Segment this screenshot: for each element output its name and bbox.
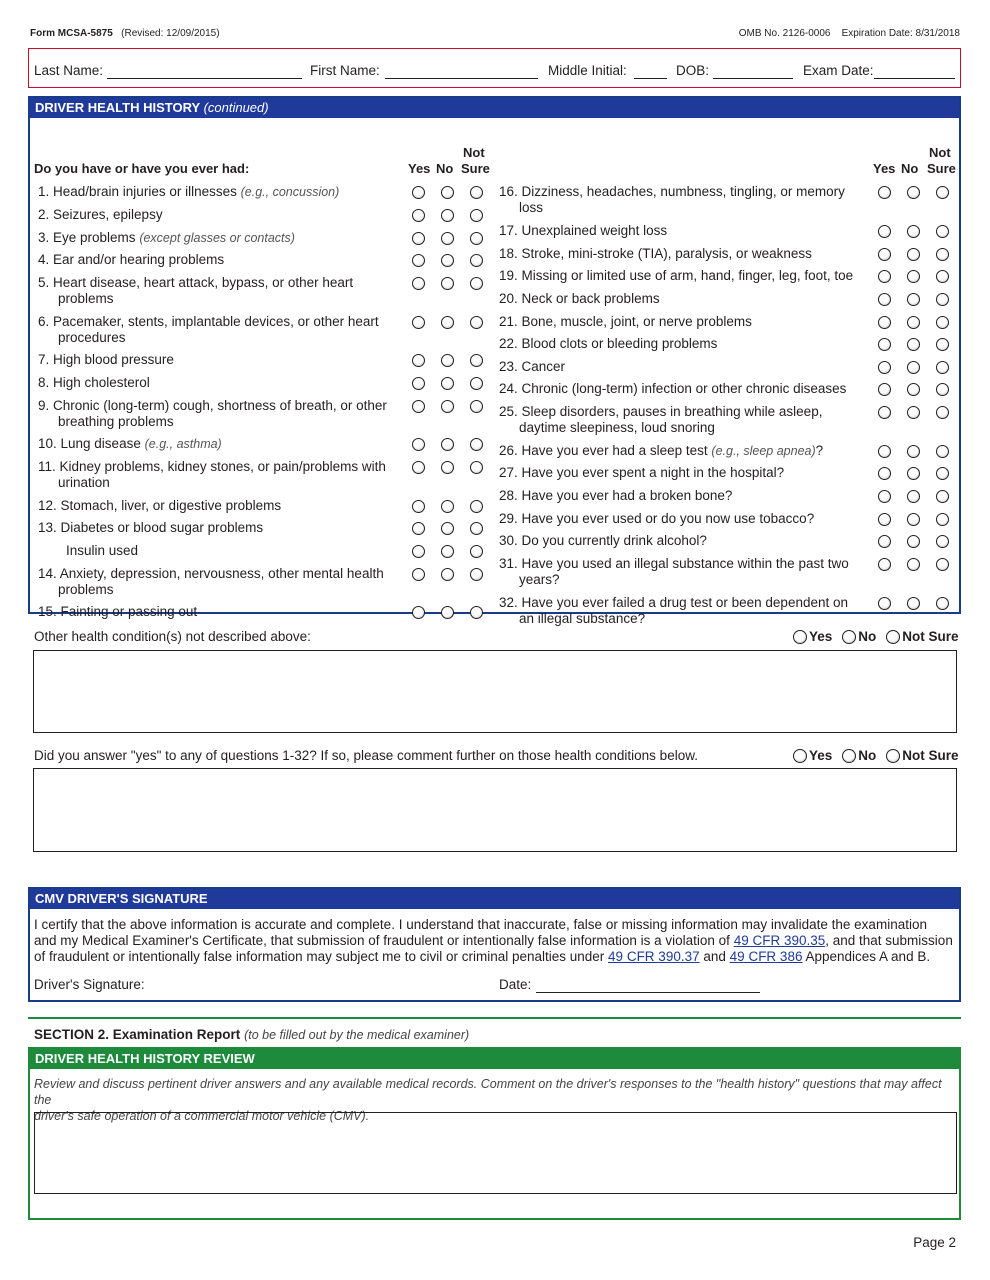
signature-panel [28,887,961,1002]
right-q3-not-sure-radio[interactable] [936,248,949,261]
right-col-not: Not [929,145,951,160]
revised-date: (Revised: 12/09/2015) [121,28,220,39]
left-q9-yes-radio[interactable] [412,400,425,413]
left-col-not: Not [463,145,485,160]
last-name-field[interactable] [107,78,302,79]
left-q5-not-sure-radio[interactable] [470,277,483,290]
right-q16-yes-radio[interactable] [878,558,891,571]
left-q3-not-sure-radio[interactable] [470,232,483,245]
left-q8-yes-radio[interactable] [412,377,425,390]
right-q3-no-radio[interactable] [907,248,920,261]
left-q9-no-radio[interactable] [441,400,454,413]
left-q16-yes-radio[interactable] [412,606,425,619]
right-q5-no-radio[interactable] [907,293,920,306]
right-q8-not-sure-radio[interactable] [936,361,949,374]
left-question-1: 1. Head/brain injuries or illnesses (e.g., concussion) [38,184,340,199]
left-question-8: 8. High cholesterol [38,375,150,390]
left-q11-no-radio[interactable] [441,461,454,474]
left-col-sure: Sure [461,161,490,176]
right-q2-not-sure-radio[interactable] [936,225,949,238]
right-q1-not-sure-radio[interactable] [936,186,949,199]
left-q13-not-sure-radio[interactable] [470,522,483,535]
right-q1-no-radio[interactable] [907,186,920,199]
left-q2-no-radio[interactable] [441,209,454,222]
right-col-sure: Sure [927,161,956,176]
driver-identity-box [28,48,961,88]
right-q1-yes-radio[interactable] [878,186,891,199]
left-question-9: 9. Chronic (long-term) cough, shortness of breath, or other breathing problems [38,398,387,429]
right-q2-yes-radio[interactable] [878,225,891,238]
left-q16-not-sure-radio[interactable] [470,606,483,619]
left-question-12: 12. Stomach, liver, or digestive problems [38,498,282,513]
other-conditions-label: Other health condition(s) not described above: [34,629,311,644]
right-q15-no-radio[interactable] [907,535,920,548]
right-q15-not-sure-radio[interactable] [936,535,949,548]
left-q2-not-sure-radio[interactable] [470,209,483,222]
signature-date-label: Date: [499,977,532,992]
left-question-7: 7. High blood pressure [38,352,174,367]
right-q7-no-radio[interactable] [907,338,920,351]
comment-not-sure-radio[interactable] [886,749,900,763]
right-q17-yes-radio[interactable] [878,597,891,610]
right-question-6: 21. Bone, muscle, joint, or nerve problems [499,314,752,329]
dob-field[interactable] [713,78,793,79]
right-q11-not-sure-radio[interactable] [936,445,949,458]
left-question-15: 14. Anxiety, depression, nervousness, other mental health problems [38,566,384,597]
comment-yes-radio[interactable] [793,749,807,763]
right-question-16: 31. Have you used an illegal substance within the past two years? [499,556,849,587]
other-not-sure-radio[interactable] [886,630,900,644]
last-name-label: Last Name: [34,63,104,78]
left-q16-no-radio[interactable] [441,606,454,619]
certification-text: I certify that the above information is accurate and complete. I understand that inaccurate, false or missing information may invalidate the examination and my Medical Examiner's Certificate, that submission of fraudulent or intentionally false information is a violation of 49 CFR 390.35, and that submission of fraudulent or intentionally false information may subject me to civil or criminal penalties under 49 CFR 390.37 and 49 CFR 386 Appendices A and B. [34,917,953,964]
left-q11-not-sure-radio[interactable] [470,461,483,474]
first-name-field[interactable] [385,78,538,79]
right-question-13: 28. Have you ever had a broken bone? [499,488,733,503]
cfr-390-35-link[interactable]: 49 CFR 390.35 [733,933,826,948]
left-question-14: Insulin used [66,543,139,558]
first-name-label: First Name: [310,63,380,78]
middle-initial-field[interactable] [634,78,667,79]
right-q6-yes-radio[interactable] [878,316,891,329]
right-q10-not-sure-radio[interactable] [936,406,949,419]
right-q17-not-sure-radio[interactable] [936,597,949,610]
right-q13-no-radio[interactable] [907,490,920,503]
right-q9-yes-radio[interactable] [878,383,891,396]
exam-date-label: Exam Date: [803,63,874,78]
left-q14-no-radio[interactable] [441,545,454,558]
yes-comment-textbox[interactable] [33,768,957,852]
right-q14-not-sure-radio[interactable] [936,513,949,526]
left-q6-yes-radio[interactable] [412,316,425,329]
left-q5-no-radio[interactable] [441,277,454,290]
cfr-386-link[interactable]: 49 CFR 386 [729,949,803,964]
other-conditions-options: Yes No Not Sure [793,629,959,644]
left-q12-no-radio[interactable] [441,500,454,513]
left-q3-no-radio[interactable] [441,232,454,245]
left-q15-yes-radio[interactable] [412,568,425,581]
left-q14-yes-radio[interactable] [412,545,425,558]
left-q2-yes-radio[interactable] [412,209,425,222]
right-q4-yes-radio[interactable] [878,270,891,283]
left-q4-no-radio[interactable] [441,254,454,267]
right-q12-not-sure-radio[interactable] [936,467,949,480]
left-col-yes: Yes [408,161,431,176]
left-q8-no-radio[interactable] [441,377,454,390]
review-instructions: Review and discuss pertinent driver answers and any available medical records. Comment on the driver's responses to the "health history" questions that may affect the driver's safe operation of a commercial motor vehicle (CMV). [34,1077,942,1123]
right-question-12: 27. Have you ever spent a night in the hospital? [499,465,785,480]
right-q13-not-sure-radio[interactable] [936,490,949,503]
form-id: Form MCSA-5875 [30,28,113,39]
right-q7-not-sure-radio[interactable] [936,338,949,351]
left-q3-yes-radio[interactable] [412,232,425,245]
right-col-no: No [901,161,919,176]
left-question-3: 3. Eye problems (except glasses or contacts) [38,230,295,245]
right-q9-no-radio[interactable] [907,383,920,396]
right-q17-no-radio[interactable] [907,597,920,610]
signature-title: CMV DRIVER'S SIGNATURE [30,889,959,909]
left-q12-yes-radio[interactable] [412,500,425,513]
right-q11-yes-radio[interactable] [878,445,891,458]
left-question-10: 10. Lung disease (e.g., asthma) [38,436,222,451]
right-q5-not-sure-radio[interactable] [936,293,949,306]
health-history-review-panel [28,1047,961,1220]
right-q4-not-sure-radio[interactable] [936,270,949,283]
left-question-4: 4. Ear and/or hearing problems [38,252,225,267]
left-q7-not-sure-radio[interactable] [470,354,483,367]
right-question-9: 24. Chronic (long-term) infection or other chronic diseases [499,381,847,396]
left-question-16: 15. Fainting or passing out [38,604,198,619]
left-q4-not-sure-radio[interactable] [470,254,483,267]
right-q12-yes-radio[interactable] [878,467,891,480]
left-q7-no-radio[interactable] [441,354,454,367]
right-question-4: 19. Missing or limited use of arm, hand, finger, leg, foot, toe [499,268,854,283]
comment-no-radio[interactable] [842,749,856,763]
other-yes-radio[interactable] [793,630,807,644]
other-no-radio[interactable] [842,630,856,644]
right-q6-no-radio[interactable] [907,316,920,329]
left-question-13: 13. Diabetes or blood sugar problems [38,520,264,535]
right-question-11: 26. Have you ever had a sleep test (e.g., sleep apnea)? [499,443,824,458]
page-number: Page 2 [913,1235,956,1250]
left-q14-not-sure-radio[interactable] [470,545,483,558]
left-q4-yes-radio[interactable] [412,254,425,267]
right-q6-not-sure-radio[interactable] [936,316,949,329]
right-q4-no-radio[interactable] [907,270,920,283]
right-q14-yes-radio[interactable] [878,513,891,526]
dob-label: DOB: [676,63,710,78]
questions-prompt: Do you have or have you ever had: [34,161,250,176]
right-q16-no-radio[interactable] [907,558,920,571]
right-q15-yes-radio[interactable] [878,535,891,548]
right-q10-no-radio[interactable] [907,406,920,419]
right-q12-no-radio[interactable] [907,467,920,480]
omb-number: OMB No. 2126-0006 [738,28,831,39]
left-question-5: 5. Heart disease, heart attack, bypass, or other heart problems [38,275,354,306]
left-q10-no-radio[interactable] [441,438,454,451]
left-q1-no-radio[interactable] [441,186,454,199]
left-q11-yes-radio[interactable] [412,461,425,474]
left-q15-no-radio[interactable] [441,568,454,581]
left-q5-yes-radio[interactable] [412,277,425,290]
review-comment-textbox[interactable] [34,1112,957,1194]
expiration-date: Expiration Date: 8/31/2018 [841,28,960,39]
right-question-15: 30. Do you currently drink alcohol? [499,533,707,548]
exam-date-field[interactable] [874,78,955,79]
right-question-3: 18. Stroke, mini-stroke (TIA), paralysis, or weakness [499,246,812,261]
yes-comment-label: Did you answer "yes" to any of questions 1-32? If so, please comment further on those health conditions below. [34,748,698,763]
left-q13-no-radio[interactable] [441,522,454,535]
left-q9-not-sure-radio[interactable] [470,400,483,413]
health-history-body [30,118,959,626]
left-q7-yes-radio[interactable] [412,354,425,367]
health-history-panel [28,96,961,626]
right-question-5: 20. Neck or back problems [499,291,660,306]
right-q8-no-radio[interactable] [907,361,920,374]
right-question-10: 25. Sleep disorders, pauses in breathing while asleep, daytime sleepiness, loud snoring [499,404,823,435]
left-q15-not-sure-radio[interactable] [470,568,483,581]
left-col-no: No [436,161,454,176]
left-q6-not-sure-radio[interactable] [470,316,483,329]
left-q12-not-sure-radio[interactable] [470,500,483,513]
left-q8-not-sure-radio[interactable] [470,377,483,390]
other-conditions-textbox[interactable] [33,650,957,733]
left-question-11: 11. Kidney problems, kidney stones, or pain/problems with urination [38,459,386,490]
yes-comment-options: Yes No Not Sure [793,748,959,763]
left-q1-not-sure-radio[interactable] [470,186,483,199]
right-question-14: 29. Have you ever used or do you now use tobacco? [499,511,815,526]
driver-signature-label: Driver's Signature: [34,977,145,992]
right-q8-yes-radio[interactable] [878,361,891,374]
section2-heading: SECTION 2. Examination Report (to be filled out by the medical examiner) [34,1027,470,1042]
right-q10-yes-radio[interactable] [878,406,891,419]
left-q13-yes-radio[interactable] [412,522,425,535]
left-q1-yes-radio[interactable] [412,186,425,199]
right-q5-yes-radio[interactable] [878,293,891,306]
left-q6-no-radio[interactable] [441,316,454,329]
right-q7-yes-radio[interactable] [878,338,891,351]
left-q10-yes-radio[interactable] [412,438,425,451]
health-history-title: DRIVER HEALTH HISTORY (continued) [30,98,959,118]
section2-divider [28,1017,961,1019]
cfr-390-37-link[interactable]: 49 CFR 390.37 [608,949,700,964]
right-question-8: 23. Cancer [499,359,566,374]
right-question-7: 22. Blood clots or bleeding problems [499,336,718,351]
middle-initial-label: Middle Initial: [548,63,627,78]
right-question-1: 16. Dizziness, headaches, numbness, tingling, or memory loss [499,184,845,215]
signature-date-field[interactable] [536,992,760,993]
right-q2-no-radio[interactable] [907,225,920,238]
review-title: DRIVER HEALTH HISTORY REVIEW [30,1049,959,1069]
right-q11-no-radio[interactable] [907,445,920,458]
right-q13-yes-radio[interactable] [878,490,891,503]
left-q10-not-sure-radio[interactable] [470,438,483,451]
left-question-2: 2. Seizures, epilepsy [38,207,163,222]
right-col-yes: Yes [873,161,896,176]
right-q3-yes-radio[interactable] [878,248,891,261]
form-header [30,28,960,39]
left-question-6: 6. Pacemaker, stents, implantable devices, or other heart procedures [38,314,379,345]
right-question-17: 32. Have you ever failed a drug test or been dependent on an illegal substance? [499,595,848,626]
right-q9-not-sure-radio[interactable] [936,383,949,396]
right-q16-not-sure-radio[interactable] [936,558,949,571]
right-question-2: 17. Unexplained weight loss [499,223,668,238]
right-q14-no-radio[interactable] [907,513,920,526]
